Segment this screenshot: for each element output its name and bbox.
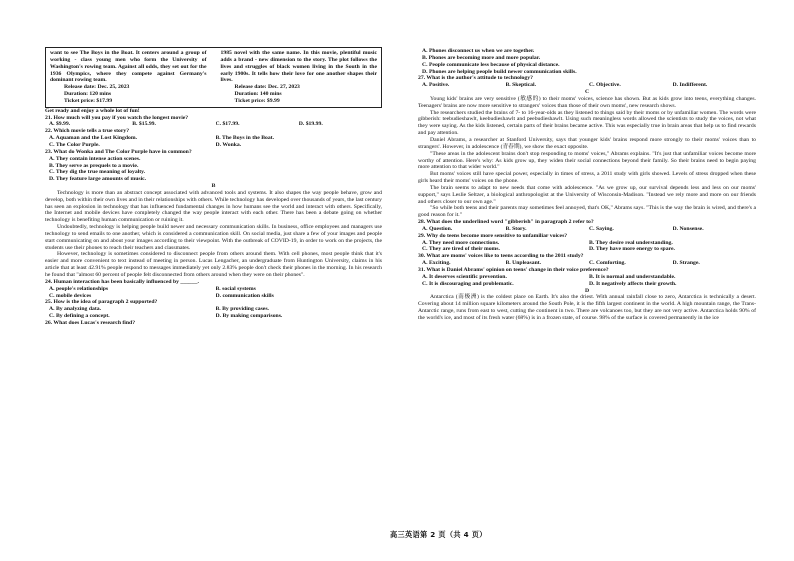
option-a[interactable]: A. It deserves scientific prevention. — [422, 273, 507, 280]
passage-c-paragraph: The researchers studied the brains of 7- to 16-year-olds as they listened to things said by their moms or by unfamiliar women. The words were gibberish: teebudieshawlt, keebudieshawlt and peebudieshawlt. Using such meaningless words allowed the scientists to study the voices, not what they were saying. As the kids listened, certain parts of their brains became active. This was especially true in brain areas that help us to find rewards and pay attention. — [418, 109, 756, 137]
option-b[interactable]: B. The Boys in the Boat. — [215, 135, 275, 142]
question-26: 26. What does Lucas's research find? — [45, 319, 136, 326]
option-a[interactable]: A. Positive. — [422, 82, 450, 89]
option-d[interactable]: D. Indifferent. — [672, 82, 708, 89]
release-date: Release date: Dec. 25, 2023 — [64, 84, 130, 91]
duration: Duration: 120 mins — [64, 91, 112, 98]
passage-b-paragraph: Technology is more than an abstract concept associated with advanced tools and systems. It also shapes the way people behave, grow and develop, both within their own lives and in their relationships with others. While technology has developed over thousands of years, the last century has seen an explosion in technology that has influenced fundamental changes in how humans see the world and interact with others. Specifically, the Internet and mobile devices have completely changed the way people interact with each other. There has been a debate going on whether technology is benefiting human communication or ruining it. — [45, 189, 382, 224]
question-30-options — [422, 260, 756, 267]
option-c[interactable]: C. The Color Purple. — [49, 141, 100, 148]
option-c[interactable]: C. People communicate less because of physical distance. — [422, 61, 560, 68]
option-b[interactable]: B. $15.99. — [132, 121, 156, 128]
question-25: 25. How is the idea of paragraph 2 supported? — [45, 299, 158, 306]
page-footer: 高三英语第 2 页（共 4 页） — [390, 530, 487, 539]
option-a[interactable]: A. They need more connections. — [422, 239, 500, 246]
release-date: Release date: Dec. 27, 2023 — [234, 84, 300, 91]
option-d[interactable]: D. They feature large amounts of music. — [49, 176, 147, 183]
option-a[interactable]: A. Phones disconnect us when we are together. — [422, 48, 535, 54]
option-d[interactable]: D. By making comparisons. — [215, 313, 283, 320]
option-a[interactable]: A. By analyzing data. — [49, 306, 101, 313]
question-27: 27. What is the author's attitude to technology? — [418, 75, 533, 82]
duration: Duration: 140 mins — [234, 91, 282, 98]
passage-b-paragraph: However, technology is sometimes considered to disconnect people from others around them. With cell phones, most people think that it's easier and more convenient to text instead of meeting in person. Lucas Lengacher, an undergraduate from Huntington University, claims in his article that at least 42.91% people respond to messages immediately yet only 2.83% people don't check their phones in the morning. In his research he found that "almost 60 percent of people felt disconnected from others around when they were on their phones". — [45, 251, 382, 278]
option-c[interactable]: C. They are tired of their moms. — [422, 246, 500, 253]
question-29-options — [422, 240, 756, 254]
question-22-options — [49, 135, 382, 149]
question-22: 22. Which movie tells a true story? — [45, 128, 130, 135]
option-b[interactable]: B. Unpleasant. — [505, 260, 542, 267]
option-c[interactable]: C. It is discouraging and problematic. — [422, 280, 514, 287]
option-c[interactable]: C. They dig the true meaning of loyalty. — [49, 169, 146, 176]
movie-description: want to see The Boys in the Boat. It centers around a group of working - class young men who form the University of Washington's rowing team. Against all odds, they set out for the 1936 Olympics, where they compete against Germany's dominant rowing team. — [50, 50, 207, 84]
option-b[interactable]: B. They desire real understanding. — [589, 239, 673, 246]
option-a[interactable]: A. Question. — [422, 225, 453, 232]
section-d-heading: D — [584, 287, 590, 294]
option-a[interactable]: A. Aquaman and the Lost Kingdom. — [49, 135, 138, 142]
option-a[interactable]: A. people's relationships — [49, 285, 109, 292]
left-column — [45, 0, 382, 327]
question-23-options — [49, 156, 382, 183]
option-c[interactable]: C. $17.99. — [215, 121, 240, 128]
option-d[interactable]: D. $19.99. — [298, 121, 323, 128]
passage-c-paragraph: The brain seems to adapt to new needs that come with adolescence. "As we grow up, our survival depends less and less on our moms' support," says Leslie Seltzer, a biological anthropologist at the University of Wisconsin-Madison. "Instead we rely more and more on our friends and others closer to our own age." — [418, 184, 756, 205]
question-26-options — [422, 48, 756, 75]
question-27-options — [422, 82, 756, 89]
ticket-price: Ticket price: $17.99 — [64, 97, 113, 104]
option-b[interactable]: B. social systems — [215, 285, 256, 292]
section-c-heading: C — [584, 89, 590, 96]
option-d[interactable]: D. Strange. — [672, 260, 700, 267]
option-b[interactable]: B. Phones are becoming more and more popular. — [422, 54, 541, 61]
question-25-options — [49, 306, 382, 320]
movie-description: 1985 novel with the same name. In this movie, plentiful music adds a brand - new dimension to the story. The plot follows the lives and struggles of black women living in the South in the early 1900s. It tells how their love for one another shapes their lives. — [220, 50, 377, 84]
option-c[interactable]: C. Comforting. — [589, 260, 626, 267]
option-d[interactable]: D. It negatively affects their growth. — [589, 280, 677, 287]
right-column — [418, 48, 756, 322]
question-31-options — [422, 274, 756, 288]
option-d[interactable]: D. communication skills — [215, 292, 274, 299]
option-b[interactable]: B. Skeptical. — [505, 82, 536, 89]
option-d[interactable]: D. Nonsense. — [672, 225, 704, 232]
passage-c-paragraph: Young kids' brains are very sensitive (敏感的) to their moms' voices, science has shown. But as kids grow into teens, everything changes. Teenagers' brains are now more sensitive to strangers' voices than those of their own moms', new research shows. — [418, 95, 756, 109]
question-31: 31. What is Daniel Abrams' opinion on teens' change in their voice preference? — [418, 267, 609, 273]
option-a[interactable]: A. They contain intense action scenes. — [49, 155, 141, 162]
section-b-heading: B — [211, 183, 216, 190]
question-23: 23. What do Wonka and The Color Purple have in common? — [45, 148, 192, 155]
passage-c-paragraph: But moms' voices still have special power, especially in times of stress, a 2011 study with girls showed. Levels of stress dropped when these girls heard their moms' voices on the phone. — [418, 171, 756, 185]
option-c[interactable]: C. Saying. — [589, 225, 614, 232]
question-29: 29. Why do teens become more sensitive to unfamiliar voices? — [418, 232, 568, 239]
movie-box-right — [221, 50, 378, 105]
ticket-price: Ticket price: $9.99 — [234, 97, 280, 104]
passage-d-paragraph: Antarctica (南极洲) is the coldest place on Earth. It's also the driest. With annual rainfall close to zero, Antarctica is technically a desert. Covering about 14 million square kilometers around the South Pole, it is the fifth largest continent in the world. A high mountain range, the Trans-Antarctic range, runs from east to west, cutting the continent in two. There are volcanoes too, but they are not very active. Antarctica holds 90% of the world's ice, and most of its fresh water (68%) is in a frozen state, of course. 98% of the surface is covered permanently in the ice — [418, 294, 756, 321]
question-21-options — [49, 121, 382, 128]
option-d[interactable]: D. Wonka. — [215, 141, 242, 148]
question-28: 28. What does the underlined word "gibberish" in paragraph 2 refer to? — [418, 219, 594, 226]
question-24: 24. Human interaction has been basically influenced by ______. — [45, 278, 199, 285]
question-30: 30. What are moms' voices like to teens according to the 2011 study? — [418, 253, 584, 260]
passage-c-paragraph: Daniel Abrams, a researcher at Stanford University, says that younger kids' brains respond more strongly to their moms' voices than to strangers'. However, in adolescence (青春期), we show the exact opposite. — [418, 136, 756, 150]
option-c[interactable]: C. Objective. — [589, 82, 621, 89]
passage-c-paragraph: "These areas in the adolescent brains don't stop responding to moms' voices," Abrams explains. "It's just that unfamiliar voices become more worthy of attention. Here's why: As kids grow up, they widen their social connections beyond their family. So their brains need to begin paying more attention to that wider world." — [418, 150, 756, 171]
question-24-options — [49, 286, 382, 300]
option-a[interactable]: A. $9.99. — [49, 121, 71, 128]
passage-closing: Get ready and enjoy a whole lot of fun! — [45, 107, 140, 114]
option-d[interactable]: D. Phones are helping people build newer communication skills. — [422, 68, 577, 75]
option-b[interactable]: B. They serve as prequels to a movie. — [49, 162, 139, 169]
movie-info-box — [45, 47, 382, 108]
option-d[interactable]: D. They have more energy to spare. — [589, 246, 675, 253]
question-21: 21. How much will you pay if you watch the longest movie? — [45, 114, 189, 121]
option-c[interactable]: C. By defining a concept. — [49, 313, 110, 320]
option-b[interactable]: B. It is normal and understandable. — [589, 273, 676, 280]
question-28-options — [422, 226, 756, 233]
option-b[interactable]: B. By providing cases. — [215, 306, 269, 313]
movie-box-left — [50, 50, 207, 105]
passage-c-paragraph: "So while both teens and their parents may sometimes feel annoyed, that's OK," Abrams says. "This is the way the brain is wired, and there's a good reason for it." — [418, 205, 756, 219]
passage-b-paragraph: Undoubtedly, technology is helping people build newer and necessary communication skills. In business, office employees and managers use technology to send emails to one another, which is considered a communication skill. On social media, just share a few of your images and people start communicating on and about your images according to their viewpoint. With the outbreak of COVID-19, in order to work on the projects, the students use their phones to reach their teachers and classmates. — [45, 224, 382, 251]
option-c[interactable]: C. mobile devices — [49, 292, 92, 299]
option-a[interactable]: A. Exciting. — [422, 260, 451, 267]
option-b[interactable]: B. Story. — [505, 225, 527, 232]
